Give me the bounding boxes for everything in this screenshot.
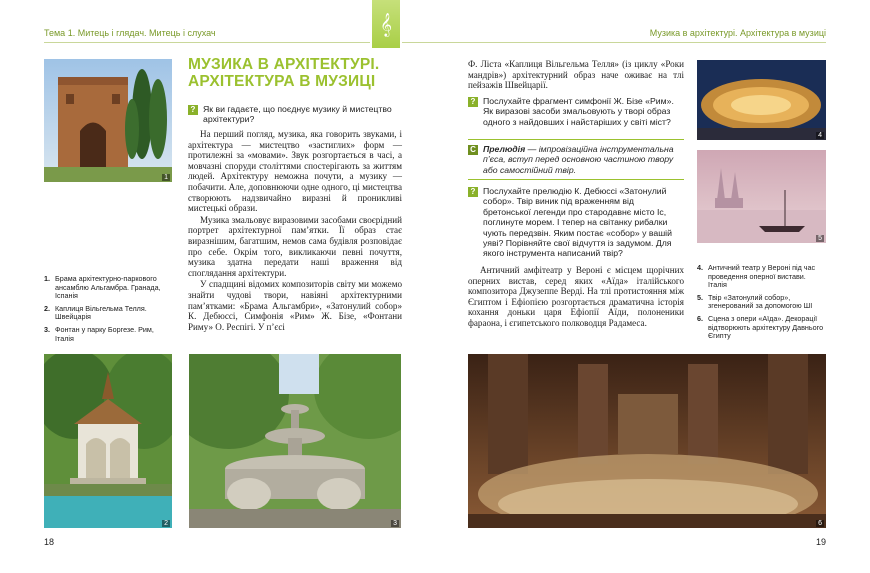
- paragraph: На перший погляд, музика, яка говорить звуками, і архітектура — мистецтво «застиглих» форм — протилежні за «мовами». Звук розгортається в часі, а мовчазні споруди століттями спостерігають за життям людей. Архітектуру неможна почути, а музику — побачити. Але, доповнюючи одне одного, ці мистецтва створюють надзвичайно виразні й проникливі мистецькі образи.: [188, 129, 402, 214]
- photo-number: 4: [818, 132, 822, 139]
- question-block-3: ? Послухайте прелюдію К. Дебюссі «Затонулий собор». Твір виник під враженням від бретонської легенди про стародавнє місто Іс, поглинуте морем. І тепер на світанку рибалки чують передзвін. Яким постає «собор» у вашій уяві? Порівняйте свої відчуття із задумом. Для якого інструмента написаний твір?: [468, 186, 684, 259]
- paragraph: Ф. Ліста «Каплиця Вільгельма Телля» (із циклу «Роки мандрів») архітектурний образ наче оживає на тлі пейзажів Швейцарії.: [468, 59, 684, 91]
- caption-item: 3. Фонтан у парку Боргезе. Рим, Італія: [44, 324, 154, 343]
- main-text-right-bottom: [468, 265, 684, 330]
- photo-aida-scene: [468, 354, 826, 528]
- page-title: МУЗИКА В АРХІТЕКТУРІ. АРХІТЕКТУРА В МУЗИЦІ: [188, 56, 380, 90]
- captions-right: [697, 264, 826, 345]
- caption-item: 2. Каплиця Вільгельма Телля. Швейцарія: [44, 303, 147, 322]
- running-header-right: Музика в архітектурі. Архітектура в музиці: [649, 28, 826, 38]
- question-mark-icon: ?: [188, 105, 198, 115]
- question-block-1: ? Як ви гадаєте, що поєднує музику й мистецтво архітектури?: [188, 104, 402, 125]
- main-text-right-top: [468, 59, 684, 92]
- caption-item: 4. Античний театр у Вероні під час проведення оперної вистави. Італія: [697, 263, 816, 290]
- paragraph: Музика змальовує виразовими засобами своєрідний портрет архітектурної пам’ятки. Її образ стає виразнішим, багатшим, немов сама будівля розповідає про себе. Окрім того, викликаючи певні почуття, музика здатна передати наші враження від споглядання архітектури.: [188, 214, 402, 278]
- photo-number: 3: [393, 520, 397, 527]
- caption-item: 1. Брама архітектурно-паркового ансамблю Альгамбра. Гранада, Іспанія: [44, 274, 161, 301]
- paragraph: У спадщині відомих композиторів світу ми можемо знайти чудові твори, навіяні архітектурними пам’ятками: «Брама Альгамбри», «Затонулий собор» К. Дебюссі, Симфонія «Рим» Ж. Бізе, «Фонтани Риму» О. Респігі. У п’єсі: [188, 279, 402, 332]
- question-mark-icon: ?: [468, 187, 478, 197]
- question-mark-icon: ?: [468, 97, 478, 107]
- running-header-left: Тема 1. Митець і глядач. Митець і слухач: [44, 28, 216, 38]
- photo-borghese-fountain: [189, 354, 401, 528]
- s-definition-icon: С: [468, 145, 478, 155]
- photo-alhambra-gate: [44, 59, 172, 182]
- page-number-left: 18: [44, 537, 55, 547]
- paragraph: Античний амфітеатр у Вероні є місцем щорічних оперних вистав, серед яких «Аїда» італійського композитора Джузеппе Верді. На тлі протистояння між Єгиптом і Ефіопією розгортається драматична історія кохання доньки царя Ефіопії Аїди, полоненики фараона, і єгипетського полководця Радамеса.: [468, 265, 684, 328]
- question-block-2: ? Послухайте фрагмент симфонії Ж. Бізе «Рим». Як виразові засоби змальовують у творі образ одного з найдовших і найстаріших у світі міст?: [468, 96, 684, 127]
- caption-item: 6. Сцена з опери «Аїда». Декорації відтворюють архітектуру Давнього Єгипту: [697, 313, 824, 341]
- photo-tell-chapel: [44, 354, 172, 528]
- photo-number: 5: [818, 235, 822, 242]
- definition-text: — імпровізаційна інструментальна п’єса, вступ перед основною частиною твору або самостійний твір.: [483, 144, 674, 175]
- treble-clef-icon: 𝄞: [372, 0, 400, 48]
- caption-item: 5. Твір «Затонулий собор», згенерований за допомогою ШІ: [697, 292, 813, 311]
- photo-number: 1: [164, 174, 168, 181]
- photo-number: 6: [818, 520, 822, 527]
- main-text-left: [188, 129, 402, 333]
- header-rule-right: [402, 42, 826, 43]
- header-rule-left: [44, 42, 370, 43]
- page-number-right: 19: [815, 537, 826, 547]
- definition-box: [468, 139, 684, 180]
- photo-number: 2: [164, 520, 168, 527]
- definition-term: Прелюдія: [483, 144, 526, 154]
- photo-sunken-cathedral: [697, 150, 826, 243]
- photo-verona-arena: [697, 60, 826, 140]
- captions-left: [44, 275, 174, 347]
